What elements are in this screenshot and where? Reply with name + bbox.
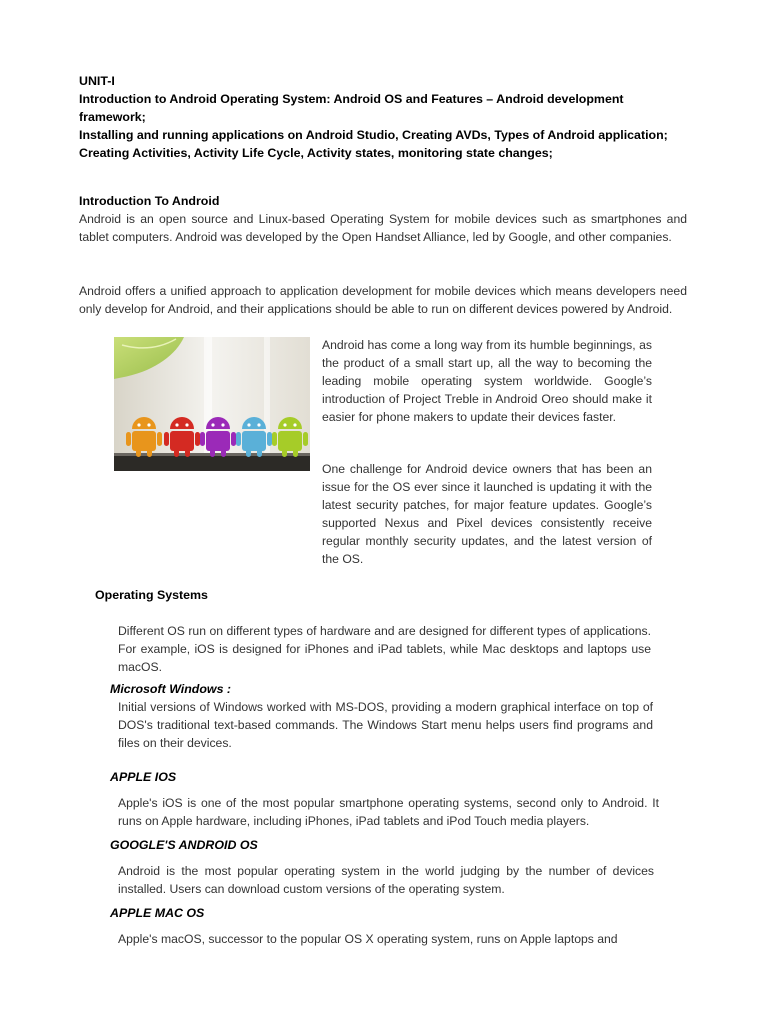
windows-heading: Microsoft Windows : <box>110 682 232 696</box>
android-os-heading: GOOGLE'S ANDROID OS <box>110 838 258 852</box>
intro-paragraph-3: Android has come a long way from its humble beginnings, as the product of a small start up, all the way to becoming the leading mobile operating system worldwide. Google’s introduction of Project Treble in Android Oreo should make it easier for phone makers to update their devices faster. <box>322 338 652 424</box>
os-intro-paragraph: Different OS run on different types of hardware and are designed for different types of applications. For example, iOS is designed for iPhones and iPad tablets, while Mac desktops and laptops use macOS. <box>118 624 651 674</box>
intro-paragraph-4: One challenge for Android device owners that has been an issue for the OS ever since it launched is updating it with the latest security patches, for major feature updates. Google’s supported Nexus and Pixel devices consistently receive regular monthly security updates, and the latest version of the OS. <box>322 462 652 566</box>
os-heading: Operating Systems <box>95 588 208 602</box>
intro-heading: Introduction To Android <box>79 194 220 208</box>
android-os-paragraph: Android is the most popular operating system in the world judging by the number of devices installed. Users can download custom versions of the operating system. <box>118 864 654 896</box>
mac-os-heading: APPLE MAC OS <box>110 906 205 920</box>
intro-paragraph-1: Android is an open source and Linux-based Operating System for mobile devices such as smartphones and tablet computers. Android was developed by the Open Handset Alliance, led by Google, and other companies. <box>79 212 687 244</box>
mac-os-paragraph: Apple's macOS, successor to the popular OS X operating system, runs on Apple laptops and <box>118 932 618 946</box>
syllabus-line-2: Installing and running applications on Android Studio, Creating AVDs, Types of Android application; Creating Activities, Activity Life Cycle, Activity states, monitoring state changes; <box>79 128 668 160</box>
syllabus-line-1: Introduction to Android Operating System: Android OS and Features – Android development framework; <box>79 92 624 124</box>
android-robots-image <box>114 337 310 471</box>
ios-heading: APPLE IOS <box>110 770 177 784</box>
intro-paragraph-2: Android offers a unified approach to application development for mobile devices which means developers need only develop for Android, and their applications should be able to run on different devices powered by Android. <box>79 284 687 316</box>
ios-paragraph: Apple's iOS is one of the most popular smartphone operating systems, second only to Android. It runs on Apple hardware, including iPhones, iPad tablets and iPod Touch media players. <box>118 796 659 828</box>
unit-title: UNIT-I <box>79 74 115 88</box>
windows-paragraph: Initial versions of Windows worked with MS-DOS, providing a modern graphical interface on top of DOS's traditional text-based commands. The Windows Start menu helps users find programs and files on their devices. <box>118 700 653 750</box>
